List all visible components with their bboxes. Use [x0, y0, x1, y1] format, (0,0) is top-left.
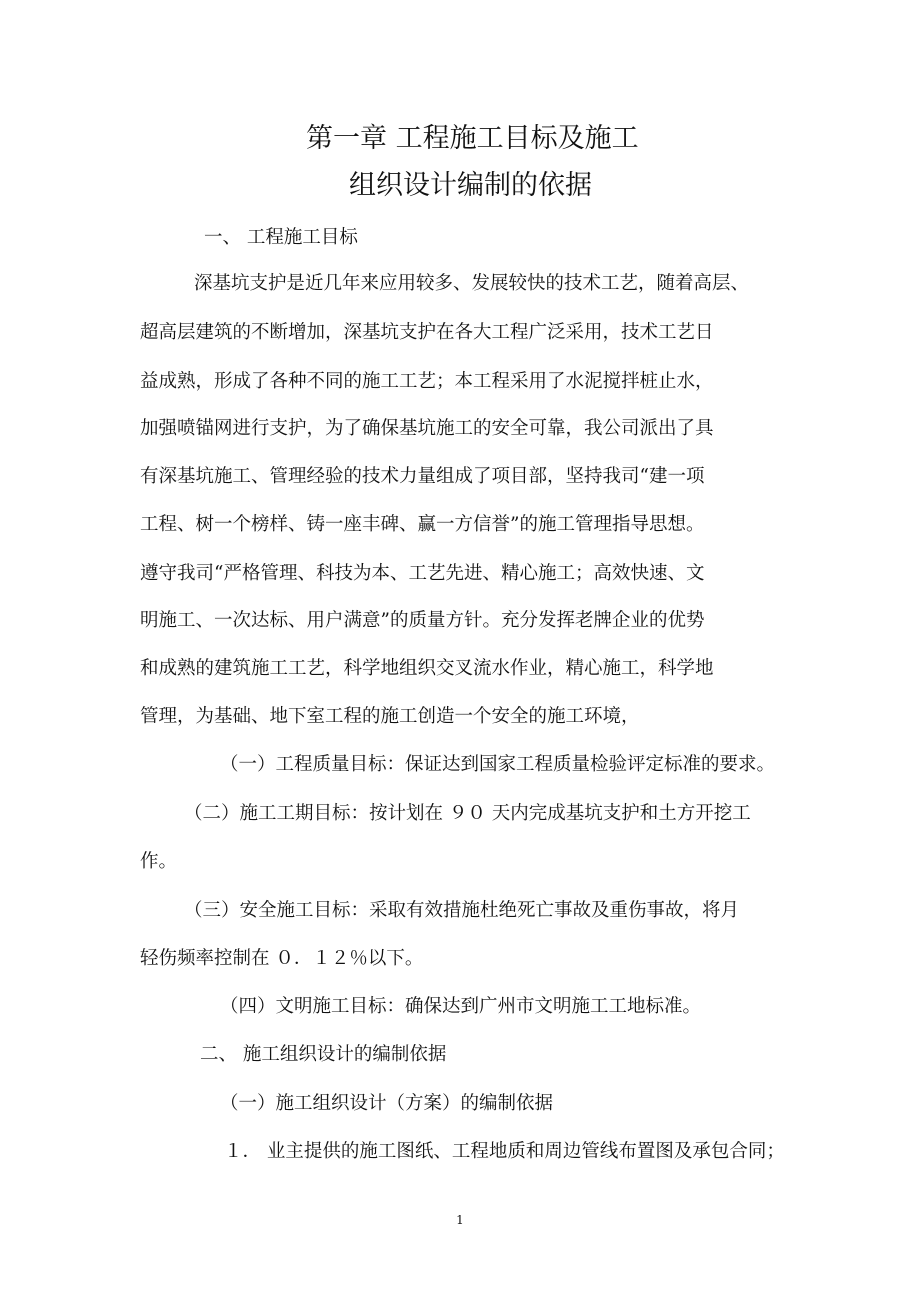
section-1-heading: 一、 工程施工目标: [204, 227, 358, 248]
goal-safety-line-1: （三）安全施工目标：采取有效措施杜绝死亡事故及重伤事故，将月: [184, 900, 740, 921]
paragraph-line: 超高层建筑的不断增加，深基坑支护在各大工程广泛采用，技术工艺日: [140, 322, 714, 343]
goal-schedule-line-1: （二）施工工期目标：按计划在 ９０ 天内完成基坑支护和土方开挖工: [184, 803, 751, 824]
paragraph-line: 深基坑支护是近几年来应用较多、发展较快的技术工艺，随着高层、: [194, 273, 750, 294]
goal-schedule-line-2: 作。: [140, 851, 178, 872]
subsection-heading: （一）施工组织设计（方案）的编制依据: [220, 1093, 554, 1114]
goal-safety-line-2: 轻伤频率控制在 ０．１２％以下。: [140, 948, 424, 969]
paragraph-line: 明施工、一次达标、用户满意”的质量方针。充分发挥老牌企业的优势: [140, 610, 705, 631]
paragraph-line: 遵守我司“严格管理、科技为本、工艺先进、精心施工；高效快速、文: [140, 563, 705, 584]
list-item: １． 业主提供的施工图纸、工程地质和周边管线布置图及承包合同；: [224, 1141, 785, 1162]
page-number: 1: [456, 1213, 464, 1227]
goal-civilized-construction: （四）文明施工目标：确保达到广州市文明施工工地标准。: [220, 996, 702, 1017]
chapter-title-line-1: 第一章 工程施工目标及施工: [306, 123, 639, 154]
section-2-heading: 二、 施工组织设计的编制依据: [200, 1044, 447, 1065]
goal-quality: （一）工程质量目标：保证达到国家工程质量检验评定标准的要求。: [220, 754, 776, 775]
paragraph-line: 管理，为基础、地下室工程的施工创造一个安全的施工环境，: [140, 706, 640, 727]
paragraph-line: 工程、树一个榜样、铸一座丰碑、赢一方信誉”的施工管理指导思想。: [140, 514, 705, 535]
paragraph-line: 益成熟，形成了各种不同的施工工艺；本工程采用了水泥搅拌桩止水，: [140, 371, 714, 392]
paragraph-line: 有深基坑施工、管理经验的技术力量组成了项目部，坚持我司“建一项: [140, 466, 705, 487]
paragraph-line: 加强喷锚网进行支护，为了确保基坑施工的安全可靠，我公司派出了具: [140, 418, 714, 439]
paragraph-line: 和成熟的建筑施工工艺，科学地组织交叉流水作业，精心施工，科学地: [140, 658, 714, 679]
chapter-title-line-2: 组织设计编制的依据: [349, 170, 592, 201]
